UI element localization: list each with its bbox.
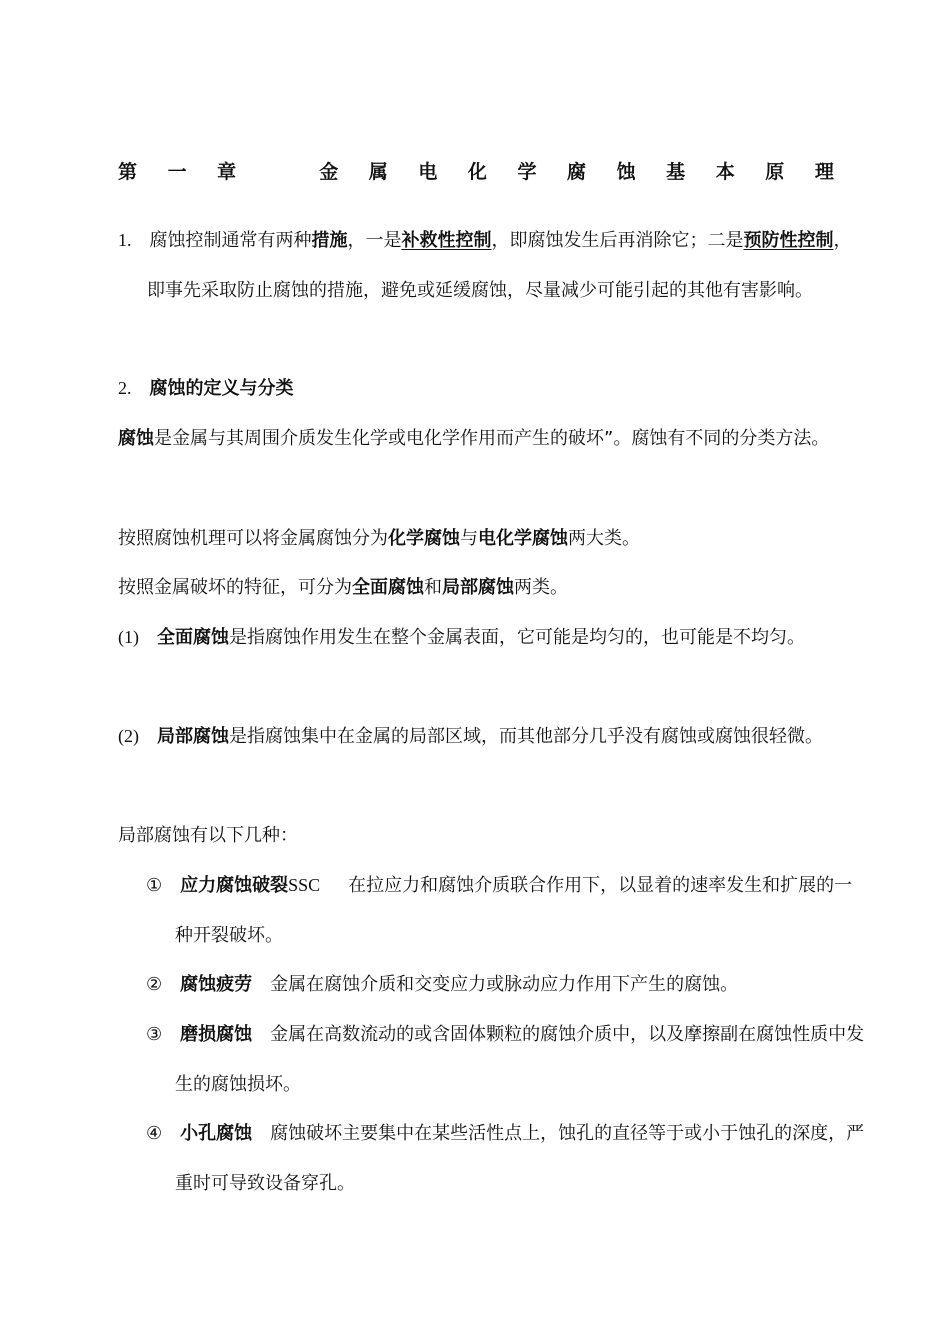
bold-term: 应力腐蚀破裂 bbox=[180, 875, 289, 896]
bold-term: 全面腐蚀 bbox=[352, 577, 424, 598]
title-char: 本 bbox=[715, 161, 735, 183]
list-item-pitting-corrosion bbox=[146, 1109, 867, 1208]
circled-number: ① bbox=[146, 875, 163, 896]
bold-term: 磨损腐蚀 bbox=[180, 1024, 253, 1045]
list-number: (2) bbox=[118, 726, 139, 746]
circled-number: ② bbox=[146, 974, 163, 995]
text: 局部腐蚀有以下几种： bbox=[118, 825, 298, 846]
text: 按照腐蚀机理可以将金属腐蚀分为 bbox=[118, 528, 388, 549]
paragraph-general-corrosion bbox=[118, 613, 838, 663]
title-char: 一 bbox=[167, 161, 187, 183]
paragraph-features bbox=[118, 563, 838, 613]
title-char: 学 bbox=[517, 161, 537, 183]
bold-term: 局部腐蚀 bbox=[157, 726, 229, 747]
title-char: 理 bbox=[814, 161, 834, 183]
text: 按照金属破坏的特征，可分为 bbox=[118, 577, 352, 598]
circled-number: ④ bbox=[146, 1123, 163, 1144]
title-char: 章 bbox=[217, 161, 237, 183]
paragraph-mechanism bbox=[118, 514, 838, 564]
underlined-term: 补救性控制 bbox=[401, 230, 492, 251]
paragraph-control-measures bbox=[118, 216, 867, 315]
list-item-corrosion-fatigue bbox=[146, 960, 867, 1010]
title-char: 原 bbox=[765, 161, 785, 183]
bold-term: 电化学腐蚀 bbox=[478, 528, 568, 549]
bold-term: 措施 bbox=[311, 230, 348, 251]
section-heading bbox=[118, 364, 867, 414]
text: 金属在腐蚀介质和交变应力或脉动应力作用下产生的腐蚀。 bbox=[270, 974, 739, 995]
list-item-erosion-corrosion bbox=[146, 1010, 867, 1109]
abbreviation: SSC bbox=[288, 875, 321, 895]
text: 是金属与其周围介质发生化学或电化学作用而产生的破坏”。腐蚀有不同的分类方法。 bbox=[154, 428, 830, 449]
text: 腐蚀破坏主要集中在某些活性点上，蚀孔的直径等于或小于蚀孔的深度，严重时可导致设备穿孔。 bbox=[175, 1123, 865, 1194]
paragraph-local-corrosion bbox=[118, 712, 838, 762]
text: 与 bbox=[460, 528, 478, 549]
list-number: 2. bbox=[118, 378, 132, 398]
bold-term: 化学腐蚀 bbox=[388, 528, 460, 549]
list-number: (1) bbox=[118, 627, 139, 647]
text: ，即腐蚀发生后再消除它；二是 bbox=[491, 230, 744, 251]
title-char: 属 bbox=[368, 161, 388, 183]
bold-term: 局部腐蚀 bbox=[442, 577, 514, 598]
text: 两类。 bbox=[514, 577, 568, 598]
text: ，即事先采取防止腐蚀的措施，避免或延缓腐蚀，尽量减少可能引起的其他有害影响。 bbox=[147, 230, 852, 301]
bold-term: 腐蚀疲劳 bbox=[180, 974, 253, 995]
title-char: 第 bbox=[118, 161, 138, 183]
list-item-stress-corrosion bbox=[146, 861, 867, 960]
circled-number: ③ bbox=[146, 1024, 163, 1045]
title-char: 基 bbox=[666, 161, 686, 183]
title-char: 化 bbox=[467, 161, 487, 183]
text: 腐蚀控制通常有两种 bbox=[149, 230, 312, 251]
text: 在拉应力和腐蚀介质联合作用下，以显着的速率发生和扩展的一种开裂破坏。 bbox=[175, 875, 853, 946]
bold-term: 全面腐蚀 bbox=[157, 627, 229, 648]
bold-term: 小孔腐蚀 bbox=[180, 1123, 253, 1144]
text: 是指腐蚀作用发生在整个金属表面，它可能是均匀的，也可能是不均匀。 bbox=[229, 627, 805, 648]
paragraph-local-types-intro bbox=[118, 811, 838, 861]
title-char: 电 bbox=[418, 161, 438, 183]
text: 两大类。 bbox=[568, 528, 640, 549]
title-gap bbox=[267, 158, 289, 186]
title-char: 蚀 bbox=[616, 161, 636, 183]
list-number: 1. bbox=[118, 230, 132, 250]
text: 和 bbox=[424, 577, 442, 598]
title-char: 腐 bbox=[567, 161, 587, 183]
heading-text: 腐蚀的定义与分类 bbox=[149, 378, 294, 399]
bold-term: 腐蚀 bbox=[118, 428, 154, 449]
text: ，一是 bbox=[347, 230, 402, 251]
underlined-term: 预防性控制 bbox=[743, 230, 834, 251]
chapter-title bbox=[118, 158, 834, 186]
paragraph-definition bbox=[118, 414, 838, 464]
text: 金属在高数流动的或含固体颗粒的腐蚀介质中，以及摩擦副在腐蚀性质中发生的腐蚀损坏。 bbox=[175, 1024, 865, 1095]
title-char: 金 bbox=[319, 161, 339, 183]
text: 是指腐蚀集中在金属的局部区域，而其他部分几乎没有腐蚀或腐蚀很轻微。 bbox=[229, 726, 823, 747]
